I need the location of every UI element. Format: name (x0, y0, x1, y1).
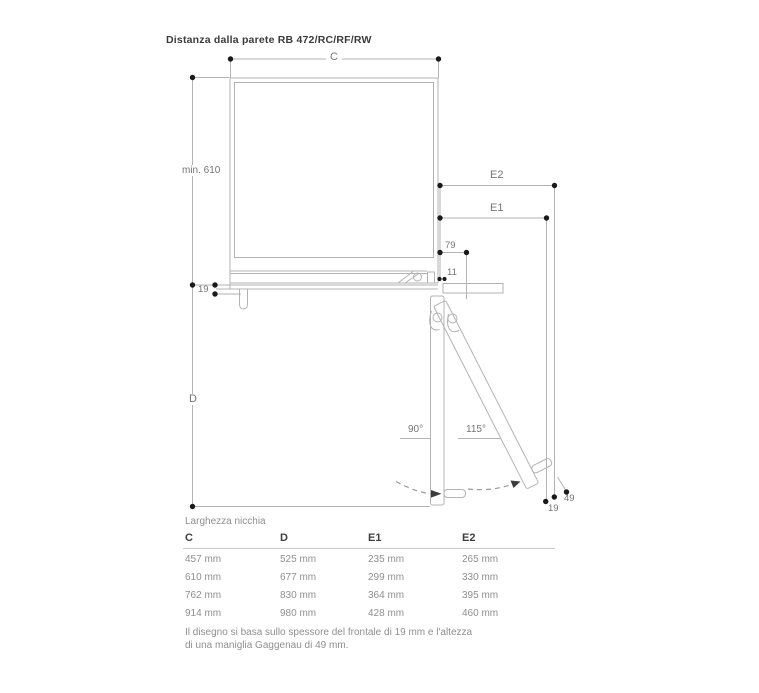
table-cell: 762 mm (185, 590, 222, 601)
table-cell: 428 mm (368, 608, 405, 619)
dim-label-e2: E2 (490, 169, 504, 181)
col-header-e1: E1 (366, 530, 460, 549)
page-title: Distanza dalla parete RB 472/RC/RF/RW (166, 34, 372, 46)
table-cell: 980 mm (280, 608, 317, 619)
footnote-line-1: Il disegno si basa sullo spessore del frontale di 19 mm e l'altezza (185, 627, 473, 638)
footnote (185, 626, 472, 652)
dim-label-hinge-offset: 79 (445, 240, 456, 251)
dim-label-front-thickness-right: 19 (548, 503, 559, 514)
dim-label-front-thickness-left: 19 (198, 284, 209, 295)
table-cell: 364 mm (368, 590, 405, 601)
table-cell: 265 mm (462, 554, 499, 565)
dim-label-handle: 49 (564, 493, 575, 504)
dim-label-gap: 11 (447, 267, 457, 278)
angle-label-90: 90° (408, 424, 424, 435)
drawing-lines (193, 59, 567, 507)
table-cell: 830 mm (280, 590, 317, 601)
niche-table-caption: Larghezza nicchia (185, 516, 266, 527)
dim-label-e1: E1 (490, 202, 504, 214)
dim-label-c: C (326, 52, 342, 63)
door-swing-arcs (396, 482, 510, 494)
table-cell: 235 mm (368, 554, 405, 565)
niche-table (183, 516, 555, 621)
table-cell: 457 mm (185, 554, 222, 565)
dim-label-d: D (185, 394, 201, 405)
table-cell: 395 mm (462, 590, 499, 601)
niche-table-grid (183, 530, 555, 621)
angle-label-115: 115° (466, 424, 486, 435)
col-header-e2: E2 (460, 530, 555, 549)
table-cell: 299 mm (368, 572, 405, 583)
col-header-c: C (183, 530, 278, 549)
footnote-line-2: di una maniglia Gaggenau di 49 mm. (185, 640, 349, 651)
table-cell: 610 mm (185, 572, 222, 583)
dim-label-min-depth: min. 610 (178, 165, 224, 176)
table-cell: 914 mm (185, 608, 222, 619)
table-cell: 525 mm (280, 554, 317, 565)
col-header-d: D (278, 530, 366, 549)
table-cell: 460 mm (462, 608, 499, 619)
table-cell: 677 mm (280, 572, 317, 583)
table-cell: 330 mm (462, 572, 499, 583)
